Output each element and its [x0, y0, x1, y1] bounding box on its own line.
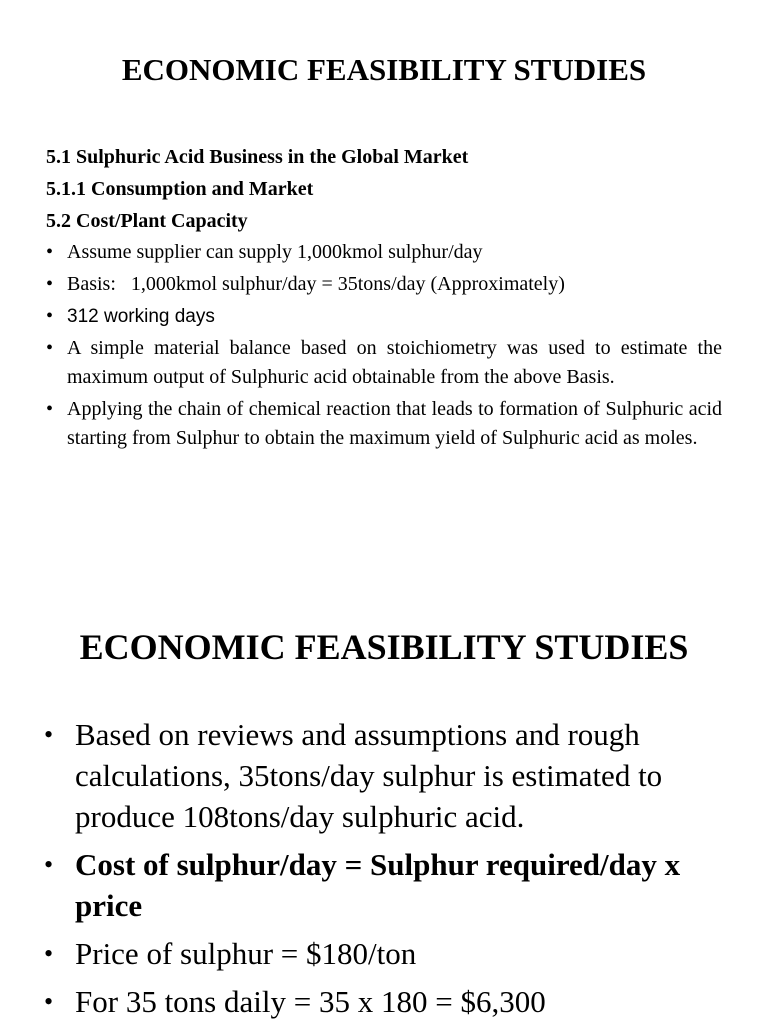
slide-1-bullet-list — [46, 238, 722, 456]
bullet-text: 312 working days — [67, 306, 215, 327]
slide-1-title: ECONOMIC FEASIBILITY STUDIES — [121, 52, 647, 87]
bullet-item — [46, 395, 722, 453]
bullet-dot: • — [46, 305, 54, 327]
bullet-dot: • — [46, 273, 54, 295]
bullet-text: Cost of sulphur/day = Sulphur required/day x price — [75, 847, 681, 923]
bullet-item — [44, 981, 734, 1022]
bullet-item — [44, 714, 734, 837]
bullet-item — [46, 334, 722, 392]
bullet-item — [44, 844, 734, 926]
bullet-dot: • — [44, 939, 54, 968]
bullet-dot: • — [46, 241, 54, 263]
slide-2-bullet-list — [44, 714, 734, 1029]
heading-5-2: 5.2 Cost/Plant Capacity — [46, 210, 248, 232]
section-headings — [46, 141, 468, 237]
bullet-text: Based on reviews and assumptions and rough calculations, 35tons/day sulphur is estimated to produce 108tons/day sulphuric acid. — [75, 717, 663, 834]
bullet-dot: • — [44, 987, 54, 1016]
slide-2-title: ECONOMIC FEASIBILITY STUDIES — [79, 627, 689, 667]
bullet-text: Applying the chain of chemical reaction that leads to formation of Sulphuric acid starting from Sulphur to obtain the maximum yield of Sulphuric acid as moles. — [67, 398, 722, 449]
bullet-text: Basis: 1,000kmol sulphur/day = 35tons/day (Approximately) — [67, 273, 565, 295]
slide-2 — [0, 560, 768, 1024]
bullet-item — [46, 270, 722, 299]
bullet-dot: • — [46, 337, 54, 359]
bullet-text: Assume supplier can supply 1,000kmol sulphur/day — [67, 241, 483, 263]
bullet-text: For 35 tons daily = 35 x 180 = $6,300 — [75, 984, 546, 1019]
bullet-text: A simple material balance based on stoichiometry was used to estimate the maximum output of Sulphuric acid obtainable from the above Basis. — [67, 337, 722, 388]
bullet-dot: • — [44, 720, 54, 749]
bullet-dot: • — [44, 850, 54, 879]
heading-5-1-1: 5.1.1 Consumption and Market — [46, 178, 314, 200]
bullet-text: Price of sulphur = $180/ton — [75, 936, 417, 971]
bullet-item — [44, 933, 734, 974]
heading-5-1: 5.1 Sulphuric Acid Business in the Global Market — [46, 146, 469, 168]
bullet-item — [46, 238, 722, 267]
bullet-dot: • — [46, 398, 54, 420]
bullet-item — [46, 302, 722, 331]
